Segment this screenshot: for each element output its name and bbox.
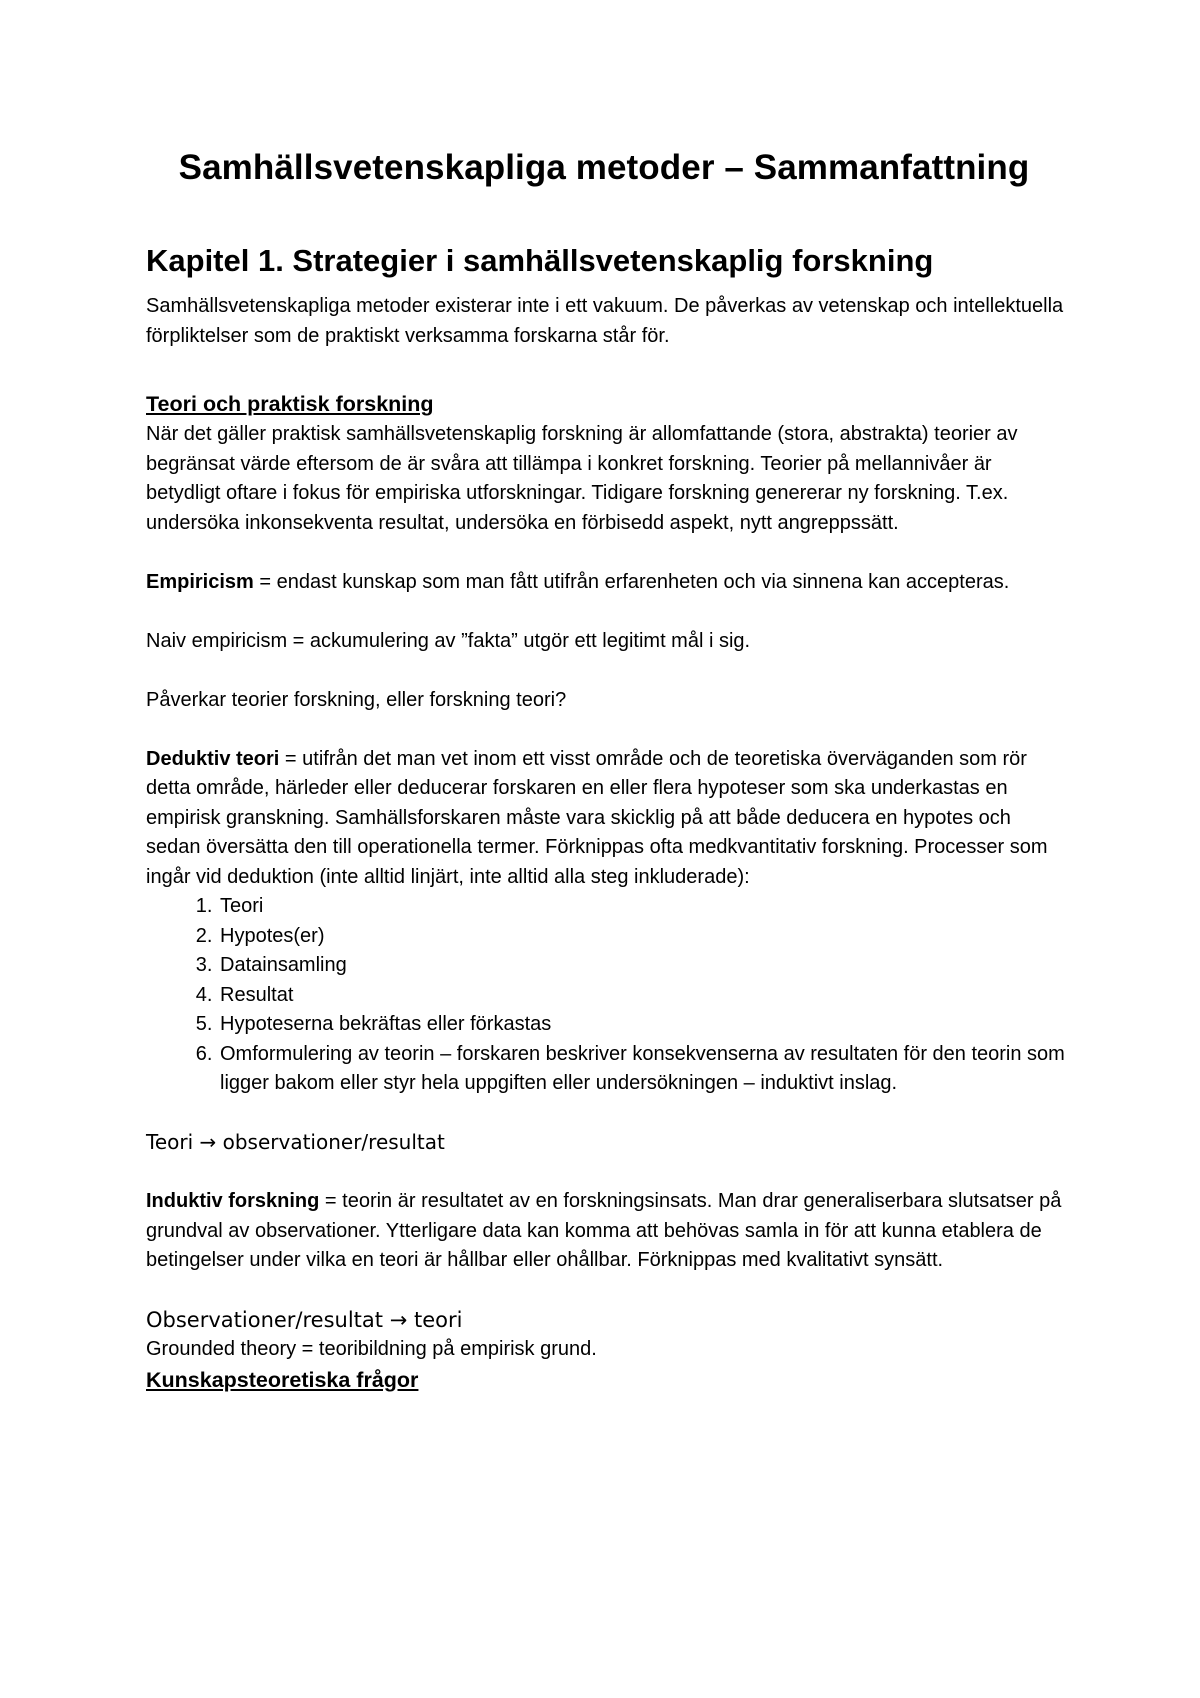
list-item: 3. Datainsamling — [218, 951, 1066, 981]
empiricism-text: = endast kunskap som man fått utifrån erfarenheten och via sinnena kan accepteras. — [253, 570, 1010, 593]
list-item: 4. Resultat — [218, 981, 1066, 1011]
induktiv-text: = teorin är resultatet av en forskningsinsats. Man drar generaliserbara slutsatser på grundval av observationer. Ytterligare data kan komma att behövas samla in för att kunna etablera de betingelser under vilka en teori är hållbar eller ohållbar. Förknippas med kvalitativt synsätt. — [146, 1190, 1062, 1271]
teori-paragraph: När det gäller praktisk samhällsvetenskaplig forskning är allomfattande (stora, abstrakta) teorier av begränsat värde eftersom de är svåra att tillämpa i konkret forskning. Teorier på mellannivåer är betydligt oftare i fokus för empiriska utforskningar. Tidigare forskning genererar ny forskning. T.ex. undersöka inkonsekventa resultat, undersöka en förbisedd aspekt, nytt angreppssätt. — [146, 423, 1018, 534]
induktiv-flow: Observationer/resultat → teori — [146, 1308, 463, 1332]
deduktiv-flow: Teori → observationer/resultat — [146, 1130, 445, 1154]
list-item: 6. Omformulering av teorin – forskaren beskriver konsekvenserna av resultaten för den teorin som ligger bakom eller styr hela uppgiften eller undersökningen – induktivt inslag. — [218, 1040, 1066, 1099]
research-question: Påverkar teorier forskning, eller forskning teori? — [146, 688, 567, 711]
deduktiv-term: Deduktiv teori — [146, 747, 280, 770]
document-title: Samhällsvetenskapliga metoder – Sammanfattning — [178, 148, 1030, 187]
empiricism-definition — [146, 568, 1066, 598]
list-item: 1. Teori — [218, 892, 1066, 922]
chapter-intro: Samhällsvetenskapliga metoder existerar inte i ett vakuum. De påverkas av vetenskap och intellektuella förpliktelser som de praktiskt verksamma forskarna står för. — [146, 295, 1064, 347]
document-body — [146, 240, 1066, 1396]
induktiv-definition — [146, 1187, 1066, 1276]
empiricism-term: Empiricism — [146, 570, 254, 593]
grounded-theory: Grounded theory = teoribildning på empirisk grund. — [146, 1338, 597, 1360]
induktiv-term: Induktiv forskning — [146, 1190, 320, 1212]
deduktiv-definition — [146, 745, 1066, 893]
list-item: 2. Hypotes(er) — [218, 922, 1066, 952]
chapter-heading: Kapitel 1. Strategier i samhällsvetenskaplig forskning — [146, 243, 934, 278]
list-item: 5. Hypoteserna bekräftas eller förkastas — [218, 1010, 1066, 1040]
naiv-empiricism: Naiv empiricism = ackumulering av ”fakta” utgör ett legitimt mål i sig. — [146, 629, 751, 652]
deduction-steps-list — [146, 892, 1066, 1099]
deduktiv-text: = utifrån det man vet inom ett visst område och de teoretiska överväganden som rör detta område, härleder eller deducerar forskaren en eller flera hypoteser som ska underkastas en empirisk granskning. Samhällsforskaren måste vara skicklig på att både deducera en hypotes och sedan översätta den till operationella termer. Förknippas ofta medkvantitativ forskning. Processer som ingår vid deduktion (inte alltid linjärt, inte alltid alla steg inkluderade): — [146, 747, 1048, 888]
section-heading-teori: Teori och praktisk forskning — [146, 392, 434, 416]
section-heading-kunskapsteoretiska: Kunskapsteoretiska frågor — [146, 1367, 419, 1392]
